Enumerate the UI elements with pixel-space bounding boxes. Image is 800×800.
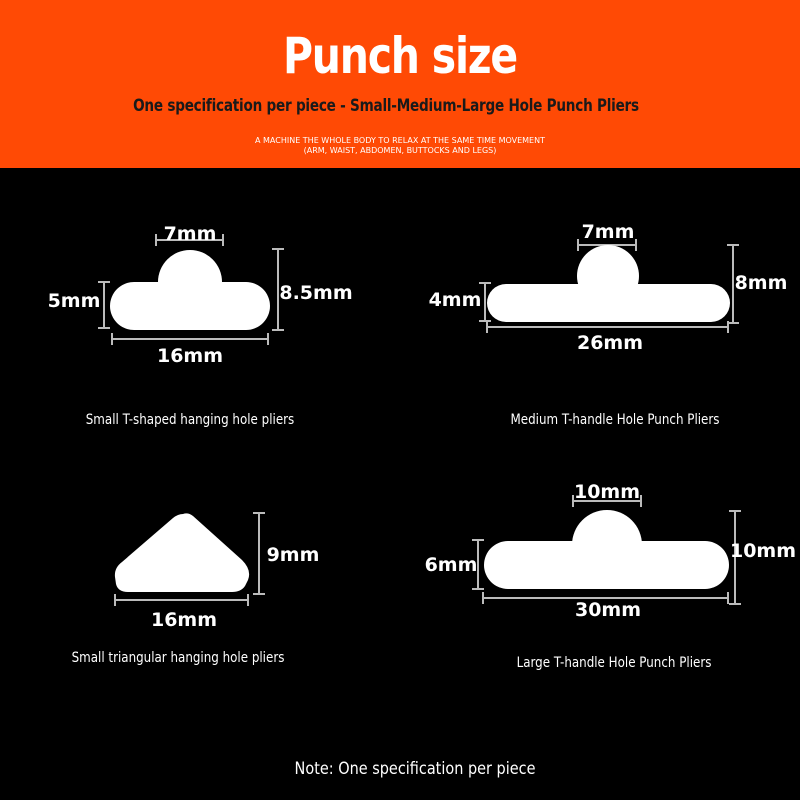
large-t-top-width-label: 10mm — [573, 481, 641, 503]
header-banner — [0, 0, 800, 168]
small-triangle-height-label: 9mm — [266, 544, 320, 566]
medium-t-right-height-label: 8mm — [734, 272, 788, 294]
medium-t-width-label: 26mm — [576, 332, 644, 354]
medium-t-shape — [487, 245, 730, 322]
small-triangle-caption: Small triangular hanging hole pliers — [71, 650, 285, 666]
small-triangle-shape — [115, 513, 249, 592]
small-t-caption: Small T-shaped hanging hole pliers — [85, 412, 295, 428]
medium-t-left-height-label: 4mm — [428, 289, 482, 311]
large-t-left-height-label: 6mm — [424, 554, 478, 576]
small-t-width-label: 16mm — [156, 345, 224, 367]
footer-note: Note: One specification per piece — [294, 759, 536, 779]
large-t-shape — [484, 510, 729, 589]
medium-t-top-width-label: 7mm — [581, 221, 635, 243]
page-title: Punch size — [282, 27, 518, 85]
banner-note-line-1: A MACHINE THE WHOLE BODY TO RELAX AT THE SAME TIME MOVEMENT — [255, 136, 545, 145]
small-t-right-height-label: 8.5mm — [279, 282, 353, 304]
small-t-shape — [110, 250, 270, 330]
large-t-caption: Large T-handle Hole Punch Pliers — [516, 655, 712, 671]
large-t-right-height-label: 10mm — [729, 540, 797, 562]
small-t-top-width-label: 7mm — [163, 223, 217, 245]
punch-size-diagram — [0, 168, 800, 800]
small-t-left-height-label: 5mm — [47, 290, 101, 312]
banner-note-line-2: (ARM, WAIST, ABDOMEN, BUTTOCKS AND LEGS) — [303, 146, 497, 155]
medium-t-caption: Medium T-handle Hole Punch Pliers — [510, 412, 720, 428]
small-triangle-width-label: 16mm — [150, 609, 218, 631]
page-subtitle: One specification per piece - Small-Medium-Large Hole Punch Pliers — [133, 96, 639, 116]
large-t-width-label: 30mm — [574, 599, 642, 621]
